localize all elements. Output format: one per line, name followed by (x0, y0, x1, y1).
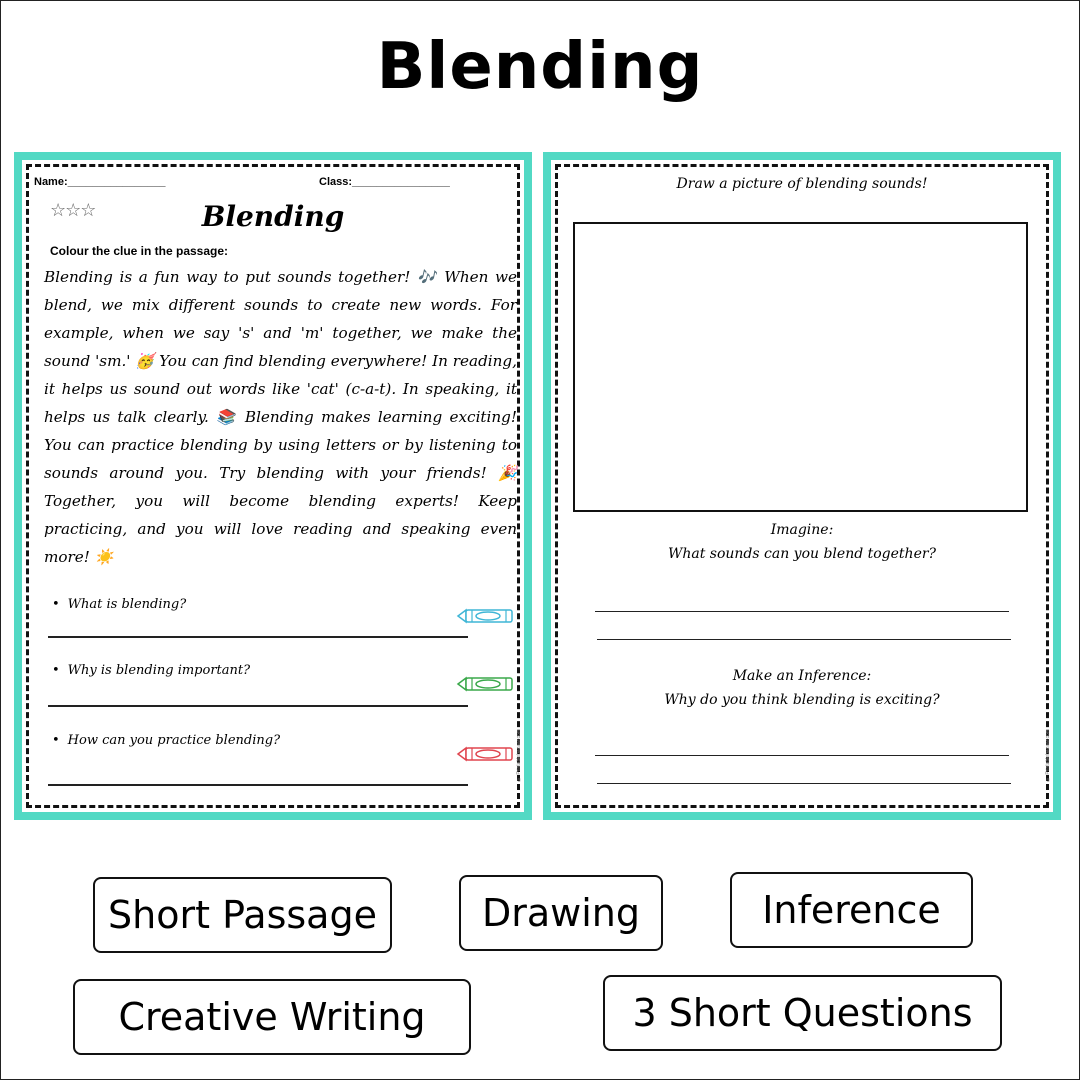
question-1-text: What is blending? (67, 597, 187, 612)
inference-label: Make an Inference: (732, 668, 872, 684)
tag-3-short-questions: 3 Short Questions (603, 975, 1002, 1051)
tag-drawing: Drawing (459, 875, 663, 951)
drawing-paper (551, 160, 1053, 812)
reading-passage: Blending is a fun way to put sounds together! 🎶 When we blend, we mix different sounds to create new words. For example, when we say 's' and 'm' together, we make the sound 'sm.' 🥳 You can find blending everywhere! In reading, it helps us sound out words like 'cat' (c-a-t). In speaking, it helps us talk clearly. 📚 Blending makes learning exciting! You can practice blending by using letters or by listening to sounds around you. Try blending with your friends! 🎉 Together, you will become blending experts! Keep practicing, and you will love reading and speaking even more! ☀️ (44, 268, 517, 566)
worksheet-paper (22, 160, 524, 812)
drawing-box (573, 222, 1028, 512)
imagine-label: Imagine: (770, 522, 834, 538)
writing-line-1 (595, 611, 1009, 612)
question-3: • How can you practice blending? (52, 733, 281, 748)
drawing-heading: Draw a picture of blending sounds! (676, 176, 928, 192)
drawing-page-preview (543, 152, 1061, 820)
tag-creative-writing: Creative Writing (73, 979, 471, 1055)
tag-inference: Inference (730, 872, 973, 948)
class-field-label: Class:________________ (319, 176, 450, 188)
writing-line-2 (597, 639, 1011, 640)
question-1: • What is blending? (52, 597, 187, 612)
rating-stars: ☆☆☆ (50, 200, 96, 221)
question-2-text: Why is blending important? (67, 663, 251, 678)
answer-line-3 (48, 784, 468, 786)
red-crayon-icon (456, 746, 516, 762)
answer-line-1 (48, 636, 468, 638)
worksheet-title: Blending (201, 200, 345, 233)
instruction-text: Colour the clue in the passage: (50, 244, 229, 258)
blue-crayon-icon (456, 608, 516, 624)
inference-question: Why do you think blending is exciting? (664, 692, 940, 708)
question-3-text: How can you practice blending? (67, 733, 281, 748)
green-crayon-icon (456, 676, 516, 692)
imagine-question: What sounds can you blend together? (667, 546, 937, 562)
writing-line-3 (595, 755, 1009, 756)
writing-line-4 (597, 783, 1011, 784)
worksheet-preview (14, 152, 532, 820)
name-field-label: Name:________________ (34, 176, 166, 188)
question-2: • Why is blending important? (52, 663, 251, 678)
copyright-text: © Printablebazaar.com (1045, 729, 1051, 782)
copyright-text: © Printablebazaar.com (516, 729, 522, 782)
page-title: Blending (376, 30, 704, 104)
tag-short-passage: Short Passage (93, 877, 392, 953)
answer-line-2 (48, 705, 468, 707)
